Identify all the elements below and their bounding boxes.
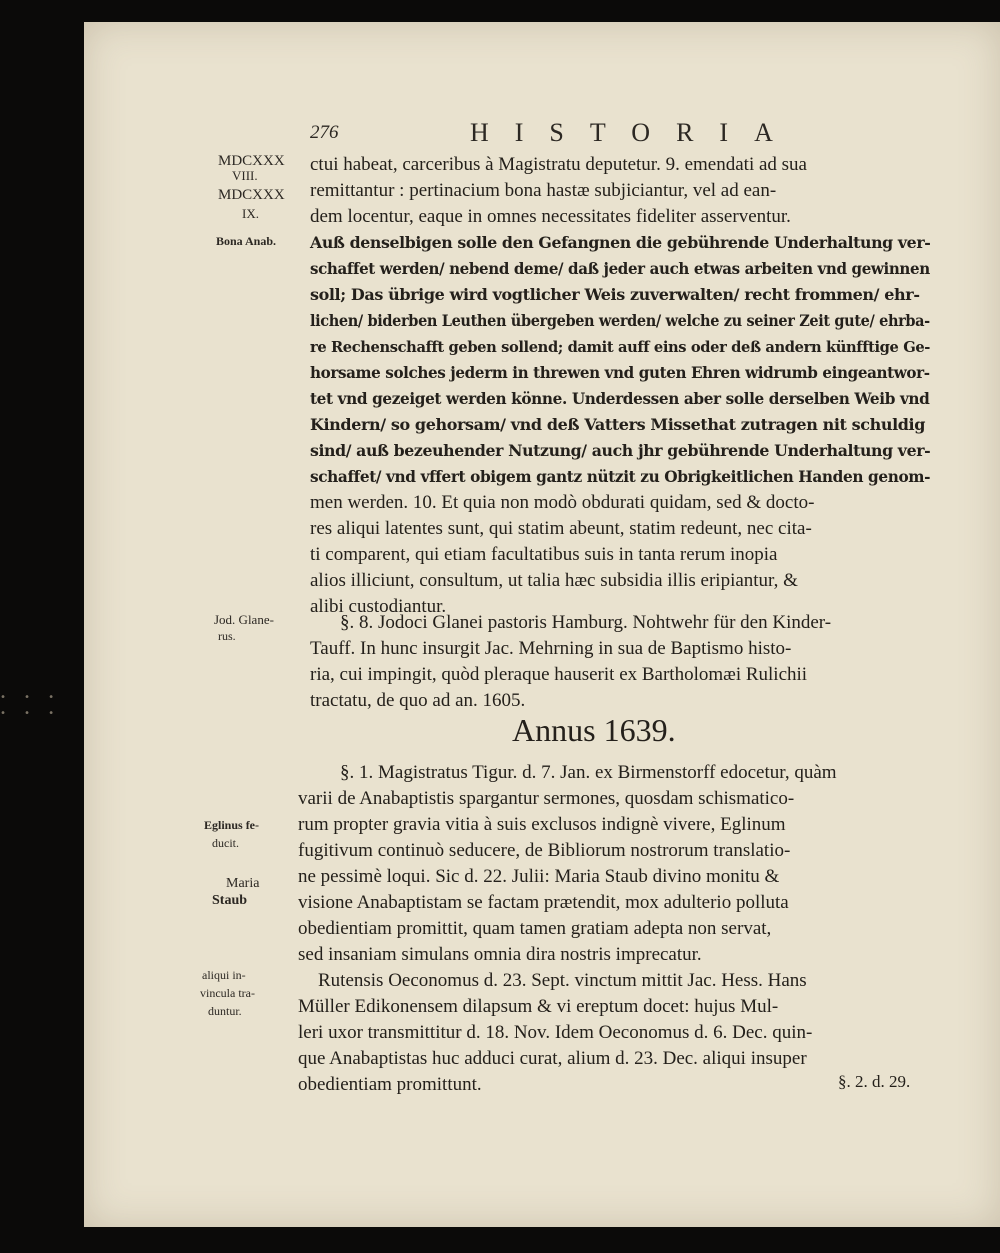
text-line: res aliqui latentes sunt, qui statim abeunt, statim redeunt, nec cita- bbox=[310, 518, 812, 539]
text-line: §. 1. Magistratus Tigur. d. 7. Jan. ex Birmenstorff edocetur, quàm bbox=[340, 762, 837, 783]
margin-jod-glane-2: rus. bbox=[218, 629, 236, 643]
year-heading: Annus 1639. bbox=[512, 712, 676, 748]
margin-year-2: VIII. bbox=[232, 168, 258, 183]
text-line: remittantur : pertinacium bona hastæ subjiciantur, vel ad ean- bbox=[310, 180, 777, 201]
text-line: re Rechenschafft geben sollend; damit auff eins oder deß andern künfftige Ge- bbox=[310, 338, 930, 356]
text-line: alibi custodiantur. bbox=[310, 596, 447, 617]
text-line: Müller Edikonensem dilapsum & vi ereptum docet: hujus Mul- bbox=[298, 996, 779, 1017]
edge-dots: • • • • • • bbox=[0, 692, 61, 719]
text-line: sed insaniam simulans omnia dira nostris imprecatur. bbox=[298, 944, 702, 965]
text-line: Auß denselbigen solle den Gefangnen die gebührende Underhaltung ver- bbox=[310, 233, 931, 252]
text-line: Kindern/ so gehorsam/ vnd deß Vatters Missethat zutragen nit schuldig bbox=[310, 415, 926, 434]
text-line: tractatu, de quo ad an. 1605. bbox=[310, 690, 526, 711]
margin-year-4: IX. bbox=[242, 206, 259, 221]
text-line: alios illiciunt, consultum, ut talia hæc subsidia illis eripiantur, & bbox=[310, 570, 798, 591]
margin-year-3: MDCXXX bbox=[218, 187, 285, 203]
text-line: fugitivum continuò seducere, de Bibliorum nostrorum translatio- bbox=[298, 840, 791, 861]
margin-bona-anab: Bona Anab. bbox=[216, 234, 277, 248]
text-line: §. 8. Jodoci Glanei pastoris Hamburg. Nohtwehr für den Kinder- bbox=[340, 612, 832, 633]
margin-aliqui-1: aliqui in- bbox=[202, 968, 246, 982]
catchword: §. 2. d. 29. bbox=[838, 1072, 911, 1091]
text-line: men werden. 10. Et quia non modò obdurati quidam, sed & docto- bbox=[310, 492, 815, 513]
text-line: soll; Das übrige wird vogtlicher Weis zuverwalten/ recht frommen/ ehr- bbox=[310, 285, 920, 304]
margin-aliqui-2: vincula tra- bbox=[200, 986, 255, 1000]
text-line: ne pessimè loqui. Sic d. 22. Julii: Maria Staub divino monitu & bbox=[298, 866, 780, 887]
margin-aliqui-3: duntur. bbox=[208, 1004, 242, 1018]
text-line: que Anabaptistas huc adduci curat, alium d. 23. Dec. aliqui insuper bbox=[298, 1048, 807, 1069]
text-line: sind/ auß bezeuhender Nutzung/ auch jhr gebührende Underhaltung ver- bbox=[310, 441, 931, 460]
margin-year-1: MDCXXX bbox=[218, 153, 285, 169]
page-number: 276 bbox=[310, 122, 339, 143]
text-line: visione Anabaptistam se factam prætendit, mox adulterio polluta bbox=[298, 892, 789, 913]
margin-eglinus-1: Eglinus fe- bbox=[204, 818, 260, 832]
text-line: tet vnd gezeiget werden könne. Underdessen aber solle derselben Weib vnd bbox=[310, 389, 930, 408]
running-head bbox=[310, 118, 799, 148]
margin-maria-2: Staub bbox=[212, 893, 248, 908]
text-line: leri uxor transmittitur d. 18. Nov. Idem Oeconomus d. 6. Dec. quin- bbox=[298, 1022, 813, 1043]
text-line: Rutensis Oeconomus d. 23. Sept. vinctum mittit Jac. Hess. Hans bbox=[318, 970, 807, 991]
text-line: obedientiam promittunt. bbox=[298, 1074, 482, 1095]
text-line: schaffet werden/ nebend deme/ daß jeder auch etwas arbeiten vnd gewinnen bbox=[310, 259, 930, 278]
text-line: ria, cui impingit, quòd pleraque hauserit ex Bartholomæi Rulichii bbox=[310, 664, 808, 685]
text-line: lichen/ biderben Leuthen übergeben werden/ welche zu seiner Zeit gute/ ehrba- bbox=[310, 311, 930, 330]
text-line: varii de Anabaptistis spargantur sermones, quosdam schismatico- bbox=[298, 788, 795, 809]
margin-jod-glane-1: Jod. Glane- bbox=[214, 612, 274, 627]
margin-eglinus-2: ducit. bbox=[212, 836, 239, 850]
text-line: rum propter gravia vitia à suis exclusos indignè vivere, Eglinum bbox=[298, 814, 786, 835]
text-line: horsame solches jederm in threwen vnd guten Ehren widrumb eingeantwor- bbox=[310, 363, 930, 382]
margin-maria-1: Maria bbox=[226, 876, 260, 891]
running-title: HISTORIA bbox=[470, 118, 799, 147]
text-line: obedientiam promittit, quam tamen gratiam adepta non servat, bbox=[298, 918, 772, 939]
text-line: dem locentur, eaque in omnes necessitates fideliter asserventur. bbox=[310, 206, 791, 227]
text-line: Tauff. In hunc insurgit Jac. Mehrning in sua de Baptismo histo- bbox=[310, 638, 792, 659]
text-line: ctui habeat, carceribus à Magistratu deputetur. 9. emendati ad sua bbox=[310, 154, 807, 175]
main-text-2 bbox=[298, 758, 928, 1098]
text-line: schaffet/ vnd vffert obigem gantz nützit zu Obrigkeitlichen Handen genom- bbox=[310, 467, 931, 486]
text-line: ti comparent, qui etiam facultatibus suis in tanta rerum inopia bbox=[310, 544, 778, 565]
